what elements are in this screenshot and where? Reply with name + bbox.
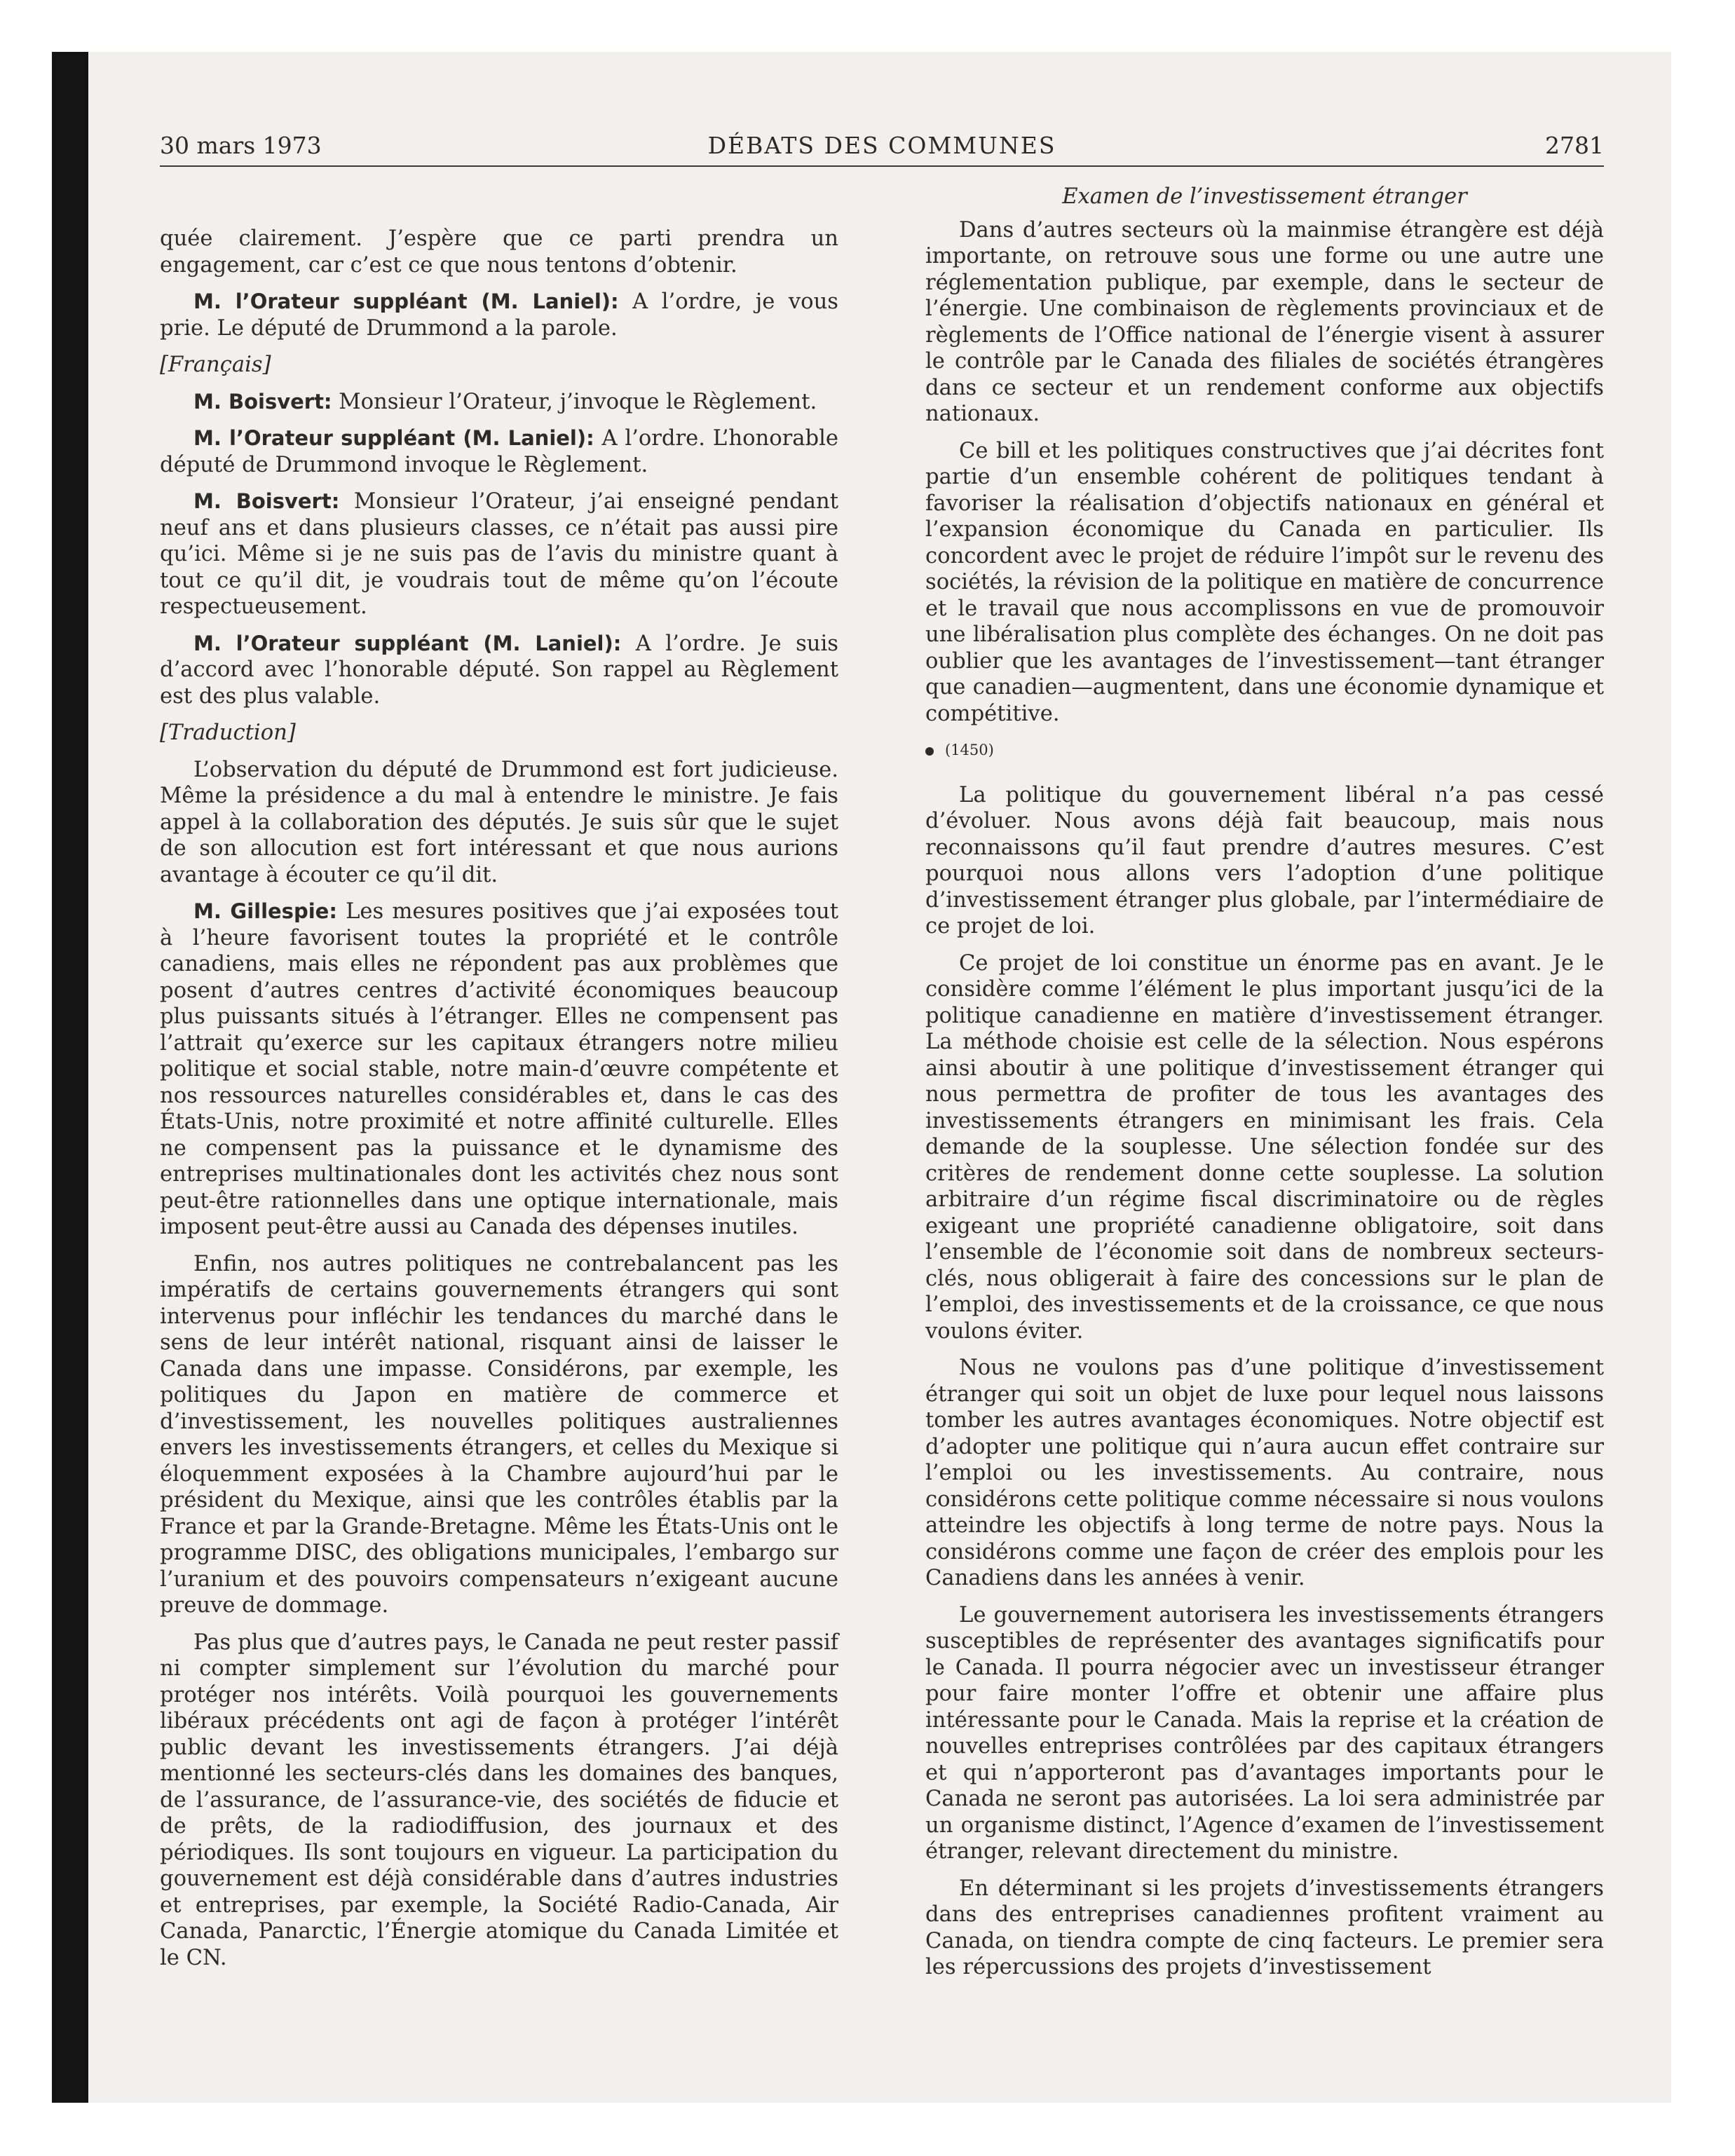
paragraph: quée clairement. J’espère que ce parti prendra un engagement, car c’est ce que nous tentons d’obtenir.	[160, 226, 838, 278]
speaker-name: M. l’Orateur suppléant (M. Laniel):	[193, 289, 619, 313]
paragraph: Ce projet de loi constitue un énorme pas en avant. Je le considère comme l’élément le plus important jusqu’ici de la politique canadienne en matière d’investissement étranger. La méthode choisie est celle de la sélection. Nous espérons ainsi aboutir à une politique d’investissement étranger qui nous permettra de profiter de tous les avantages des investissements étrangers en minimisant les frais. Cela demande de la souplesse. Une sélection fondée sur des critères de rendement donne cette souplesse. La solution arbitraire d’un régime fiscal discriminatoire ou de règles exigeant une propriété canadienne obligatoire, soit dans l’ensemble de l’économie soit dans de nombreux secteurs-clés, nous obligerait à faire des concessions sur le plan de l’emploi, des investissements et de la croissance, ce que nous voulons éviter.	[925, 950, 1604, 1344]
paragraph	[160, 389, 838, 416]
issue-date: 30 mars 1973	[160, 132, 322, 159]
paragraph: Pas plus que d’autres pays, le Canada ne peut rester passif ni compter simplement sur l’évolution du marché pour protéger nos intérêts. Voilà pourquoi les gouvernements libéraux précédents ont agi de façon à protéger l’intérêt public devant les investissements étrangers. J’ai déjà mentionné les secteurs-clés dans les domaines des banques, de l’assurance, de l’assurance-vie, des sociétés de fiducie et de prêts, de la radiodiffusion, des journaux et des périodiques. Ils sont toujours en vigueur. La participation du gouvernement est déjà considérable dans d’autres industries et entreprises, par exemple, la Société Radio-Canada, Air Canada, Panarctic, l’Énergie atomique du Canada Limitée et le CN.	[160, 1630, 838, 1970]
bullet-icon	[925, 747, 934, 756]
paragraph	[160, 899, 838, 1241]
paragraph	[160, 289, 838, 341]
paragraph: Dans d’autres secteurs où la mainmise étrangère est déjà importante, on retrouve sous une forme ou une autre une réglementation publique, par exemple, dans le secteur de l’énergie. Une combinaison de règlements provinciaux et de règlements de l’Office national de l’énergie visent à assurer le contrôle par le Canada des filiales de sociétés étrangères dans ce secteur et un rendement conforme aux objectifs nationaux.	[925, 217, 1604, 426]
speech-text: Les mesures positives que j’ai exposées tout à l’heure favorisent toutes la propriété et le contrôle canadiens, mais elles ne répondent pas aux problèmes que posent d’autres centres d’activité économiques beaucoup plus puissants situés à l’étranger. Elles ne compensent pas l’attrait qu’exerce sur les capitaux étrangers notre milieu politique et social stable, notre main-d’œuvre compétente et nos ressources naturelles considérables et, dans le cas des États-Unis, notre proximité et notre affinité culturelle. Elles ne compensent pas la puissance et le dynamisme des entreprises multinationales dont les activités chez nous sont peut-être rationnelles dans une optique internationale, mais imposent peut-être aussi au Canada des dépenses inutiles.	[160, 899, 838, 1239]
section-heading: Examen de l’investissement étranger	[1062, 184, 1467, 209]
timestamp: (1450)	[945, 742, 994, 758]
speech-text: A l’ordre. L’honorable député de Drummond invoque le Règlement.	[160, 426, 838, 477]
speaker-name: M. l’Orateur suppléant (M. Laniel):	[193, 426, 594, 450]
page-number: 2781	[1545, 132, 1604, 159]
speaker-name: M. Boisvert:	[193, 389, 332, 414]
header-rule	[160, 165, 1604, 167]
running-header	[160, 132, 1604, 167]
speaker-name: M. Boisvert:	[193, 489, 340, 513]
language-marker: [Traduction]	[160, 721, 296, 745]
left-column	[160, 226, 838, 1981]
paragraph: L’observation du député de Drummond est fort judicieuse. Même la présidence a du mal à entendre le ministre. Je fais appel à la collaboration des députés. Je suis sûr que le sujet de son allocution est fort intéressant et que nous aurions avantage à écouter ce qu’il dit.	[160, 757, 838, 887]
paragraph: Nous ne voulons pas d’une politique d’investissement étranger qui soit un objet de luxe pour lequel nous laissons tomber les autres avantages économiques. Notre objectif est d’adopter une politique qui n’aura aucun effet contraire sur l’emploi ou les investissements. Au contraire, nous considérons cette politique comme nécessaire si nous voulons atteindre les objectifs à long terme de notre pays. Nous la considérons comme une façon de créer des emplois pour les Canadiens dans les années à venir.	[925, 1356, 1604, 1590]
right-column	[925, 184, 1604, 1991]
speech-text: Monsieur l’Orateur, j’invoque le Règlement.	[332, 389, 817, 414]
speech-text: Monsieur l’Orateur, j’ai enseigné pendant neuf ans et dans plusieurs classes, ce n’était pas aussi pire qu’ici. Même si je ne suis pas de l’avis du ministre quant à tout ce qu’il dit, je voudrais tout de même qu’on l’écoute respectueusement.	[160, 489, 839, 619]
paragraph: En déterminant si les projets d’investissements étrangers dans des entreprises canadiennes profitent vraiment au Canada, on tiendra compte de cinq facteurs. Le premier sera les répercussions des projets d’investissement	[925, 1876, 1604, 1979]
speaker-name: M. l’Orateur suppléant (M. Laniel):	[193, 631, 622, 655]
scan-edge-bar	[52, 52, 88, 2103]
paragraph: Ce bill et les politiques constructives que j’ai décrites font partie d’un ensemble cohérent de politiques tendant à favoriser la réalisation d’objectifs nationaux en général et l’expansion économique du Canada en particulier. Ils concordent avec le projet de réduire l’impôt sur le revenu des sociétés, la révision de la politique en matière de concurrence et le travail que nous accomplissons en vue de promouvoir une libéralisation plus complète des échanges. On ne doit pas oublier que les avantages de l’investissement—tant étranger que canadien—augmentent, dans une économie dynamique et compétitive.	[925, 438, 1604, 726]
publication-title: DÉBATS DES COMMUNES	[707, 132, 1056, 159]
language-marker: [Français]	[160, 353, 271, 377]
paragraph	[160, 425, 838, 478]
paragraph	[160, 489, 838, 620]
speech-text: A l’ordre, je vous prie. Le député de Drummond a la parole.	[160, 289, 838, 341]
paragraph: Enfin, nos autres politiques ne contrebalancent pas les impératifs de certains gouvernements étrangers qui sont intervenus pour infléchir les tendances du marché dans le sens de leur intérêt national, risquant ainsi de laisser le Canada dans une impasse. Considérons, par exemple, les politiques du Japon en matière de commerce et d’investissement, les nouvelles politiques australiennes envers les investissements étrangers, et celles du Mexique si éloquemment exposées à la Chambre aujourd’hui par le président du Mexique, ainsi que les contrôles établis par la France et par la Grande-Bretagne. Même les États-Unis ont le programme DISC, des obligations municipales, l’embargo sur l’uranium et des pouvoirs compensateurs n’exigeant aucune preuve de dommage.	[160, 1251, 838, 1618]
speaker-name: M. Gillespie:	[193, 899, 337, 923]
timestamp-marker	[925, 737, 1604, 764]
speech-text: A l’ordre. Je suis d’accord avec l’honorable député. Son rappel au Règlement est des plus valable.	[160, 631, 838, 709]
paragraph: La politique du gouvernement libéral n’a pas cessé d’évoluer. Nous avons déjà fait beaucoup, mais nous reconnaissons qu’il faut prendre d’autres mesures. C’est pourquoi nous allons vers l’adoption d’une politique d’investissement étranger plus globale, par l’intermédiaire de ce projet de loi.	[925, 782, 1604, 939]
paragraph	[160, 631, 838, 710]
paragraph: Le gouvernement autorisera les investissements étrangers susceptibles de représenter des avantages significatifs pour le Canada. Il pourra négocier avec un investisseur étranger pour faire monter l’offre et obtenir une affaire plus intéressante pour le Canada. Mais la reprise et la création de nouvelles entreprises contrôlées par des capitaux étrangers et qui n’apporteront pas d’avantages importants pour le Canada ne seront pas autorisées. La loi sera administrée par un organisme distinct, l’Agence d’examen de l’investissement étranger, relevant directement du ministre.	[925, 1602, 1604, 1864]
